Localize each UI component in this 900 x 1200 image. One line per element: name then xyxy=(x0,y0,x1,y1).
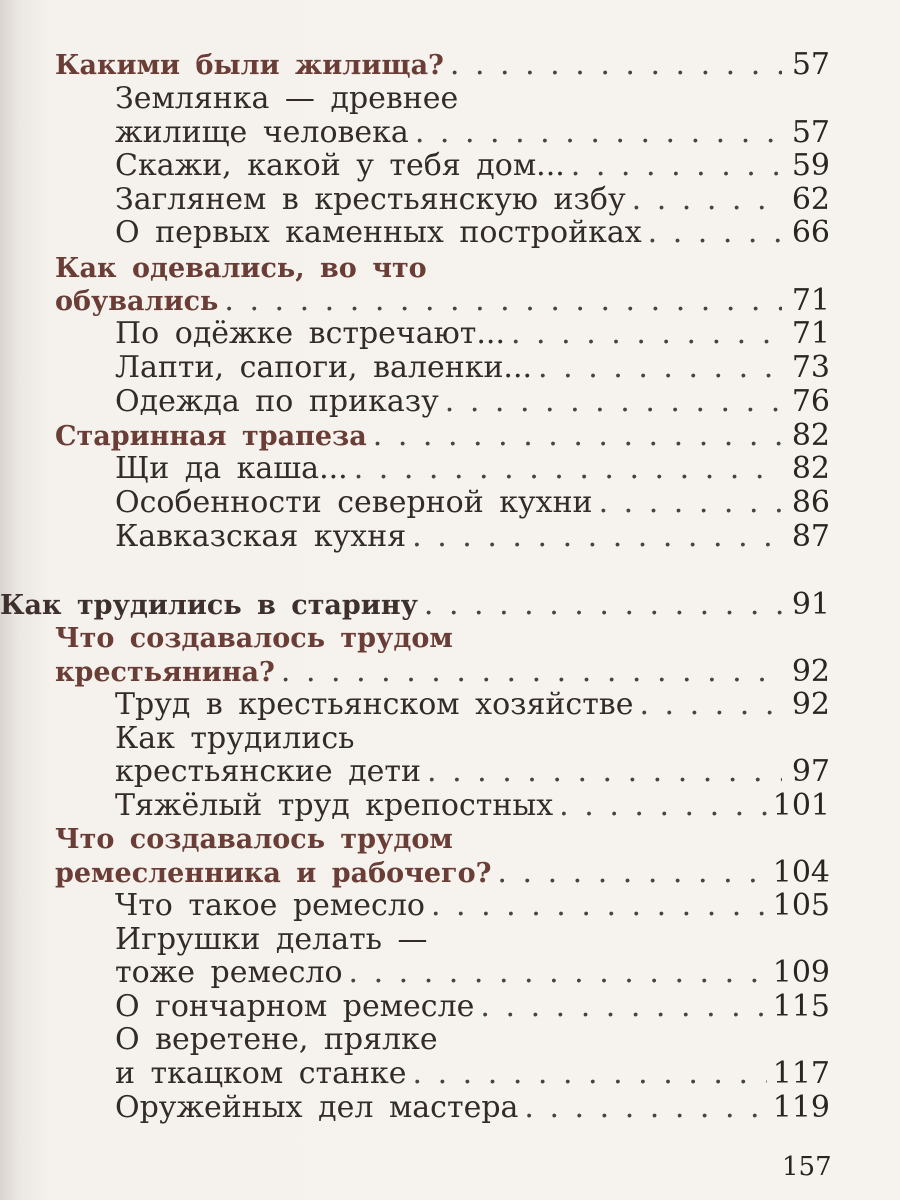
toc-entry xyxy=(0,1091,830,1125)
toc-subentry: крестьянские дети xyxy=(115,754,422,789)
toc-heading-line: Что создавалось трудом xyxy=(55,824,453,855)
toc-subentry: и ткацком станке xyxy=(115,1056,407,1091)
toc-subentry: Щи да каша... xyxy=(115,451,348,486)
toc-entry xyxy=(0,956,830,990)
toc-heading: Старинная трапеза xyxy=(55,421,367,452)
dot-leader xyxy=(412,520,782,554)
toc-entry xyxy=(0,486,830,520)
toc-entry xyxy=(0,284,830,318)
page-ref: 92 xyxy=(791,654,830,689)
toc-entry xyxy=(0,317,830,351)
page-ref: 92 xyxy=(791,687,830,722)
toc-subentry: О первых каменных постройках xyxy=(115,215,642,250)
page-ref: 87 xyxy=(791,519,830,554)
toc-subentry: Кавказская кухня xyxy=(115,519,407,554)
toc-heading: крестьянина? xyxy=(55,657,275,688)
toc-subentry: Оружейных дел мастера xyxy=(115,1090,519,1125)
page-ref: 117 xyxy=(772,1056,830,1091)
toc-heading: обувались xyxy=(55,286,219,317)
dot-leader xyxy=(373,419,782,453)
toc-subentry: тоже ремесло xyxy=(115,955,343,990)
dot-leader xyxy=(427,755,782,789)
toc-entry-line: Как трудились xyxy=(115,721,355,756)
toc-entry xyxy=(0,1057,830,1091)
dot-leader xyxy=(648,216,782,250)
dot-leader xyxy=(281,655,782,689)
dot-leader xyxy=(538,351,782,385)
toc-subentry: Особенности северной кухни xyxy=(115,485,593,520)
page-ref: 82 xyxy=(791,418,830,453)
toc-heading: ремесленника и рабочего? xyxy=(55,858,492,889)
page-ref: 76 xyxy=(791,384,830,419)
toc-entry xyxy=(0,990,830,1024)
toc-chapter: Как трудились в старину xyxy=(0,590,418,621)
dot-leader xyxy=(524,1091,766,1125)
toc-subentry: жилище человека xyxy=(115,115,409,150)
toc-entry xyxy=(0,856,830,890)
toc-subentry: Труд в крестьянском хозяйстве xyxy=(115,687,634,722)
page-ref: 104 xyxy=(772,855,830,890)
toc-entry xyxy=(0,48,830,82)
dot-leader xyxy=(571,149,782,183)
toc-entry xyxy=(0,889,830,923)
toc-entry xyxy=(0,419,830,453)
page-ref: 57 xyxy=(791,115,830,150)
toc-heading-line: Как одевались, во что xyxy=(55,253,427,284)
toc-entry xyxy=(0,520,830,554)
dot-leader xyxy=(559,789,767,823)
dot-leader xyxy=(450,48,782,82)
toc-heading-line: Что создавалось трудом xyxy=(55,623,453,654)
dot-leader xyxy=(431,889,767,923)
toc-subentry: По одёжке встречают... xyxy=(115,316,505,351)
page-ref: 73 xyxy=(791,350,830,385)
toc-entry xyxy=(0,385,830,419)
toc-subentry: Что такое ремесло xyxy=(115,888,425,923)
toc-entry xyxy=(0,655,830,689)
page-ref: 66 xyxy=(791,215,830,250)
toc-heading: Какими были жилища? xyxy=(55,50,444,81)
page-ref: 86 xyxy=(791,485,830,520)
page-ref: 59 xyxy=(791,148,830,183)
toc-subentry: О гончарном ремесле xyxy=(115,989,475,1024)
page-ref: 91 xyxy=(791,587,830,622)
page-ref: 115 xyxy=(772,989,830,1024)
page-ref: 119 xyxy=(772,1090,830,1125)
toc-entry xyxy=(0,183,830,217)
page-number: 157 xyxy=(782,1152,832,1182)
page-ref: 71 xyxy=(791,283,830,318)
toc-subentry: Тяжёлый труд крепостных xyxy=(115,788,554,823)
toc-subentry: Скажи, какой у тебя дом... xyxy=(115,148,565,183)
toc-subentry: Заглянем в крестьянскую избу xyxy=(115,182,626,217)
dot-leader xyxy=(349,956,767,990)
page-ref: 105 xyxy=(772,888,830,923)
page-ref: 97 xyxy=(791,754,830,789)
toc-entry xyxy=(0,351,830,385)
dot-leader xyxy=(632,183,782,217)
toc-subentry: Лапти, сапоги, валенки... xyxy=(115,350,533,385)
toc-entry xyxy=(0,789,830,823)
dot-leader xyxy=(480,990,766,1024)
toc-entry xyxy=(0,149,830,183)
page-ref: 57 xyxy=(791,47,830,82)
toc-entry xyxy=(0,588,830,622)
page-ref: 101 xyxy=(772,788,830,823)
toc-entry xyxy=(0,688,830,722)
dot-leader xyxy=(639,688,782,722)
toc-entry xyxy=(0,755,830,789)
toc-entry xyxy=(0,452,830,486)
toc-entry-line: О веретене, прялке xyxy=(115,1022,438,1057)
dot-leader xyxy=(599,486,782,520)
toc-entry-line: Игрушки делать — xyxy=(115,922,428,957)
page-ref: 71 xyxy=(791,316,830,351)
dot-leader xyxy=(511,317,782,351)
dot-leader xyxy=(445,385,782,419)
dot-leader xyxy=(413,1057,767,1091)
page-ref: 109 xyxy=(772,955,830,990)
toc-entry xyxy=(0,216,830,250)
dot-leader xyxy=(497,856,766,890)
dot-leader xyxy=(415,116,782,150)
dot-leader xyxy=(424,588,782,622)
dot-leader xyxy=(354,452,782,486)
page-ref: 82 xyxy=(791,451,830,486)
page-ref: 62 xyxy=(791,182,830,217)
toc-entry xyxy=(0,116,830,150)
toc-entry-line: Землянка — древнее xyxy=(115,81,459,116)
dot-leader xyxy=(224,284,782,318)
toc-subentry: Одежда по приказу xyxy=(115,384,439,419)
